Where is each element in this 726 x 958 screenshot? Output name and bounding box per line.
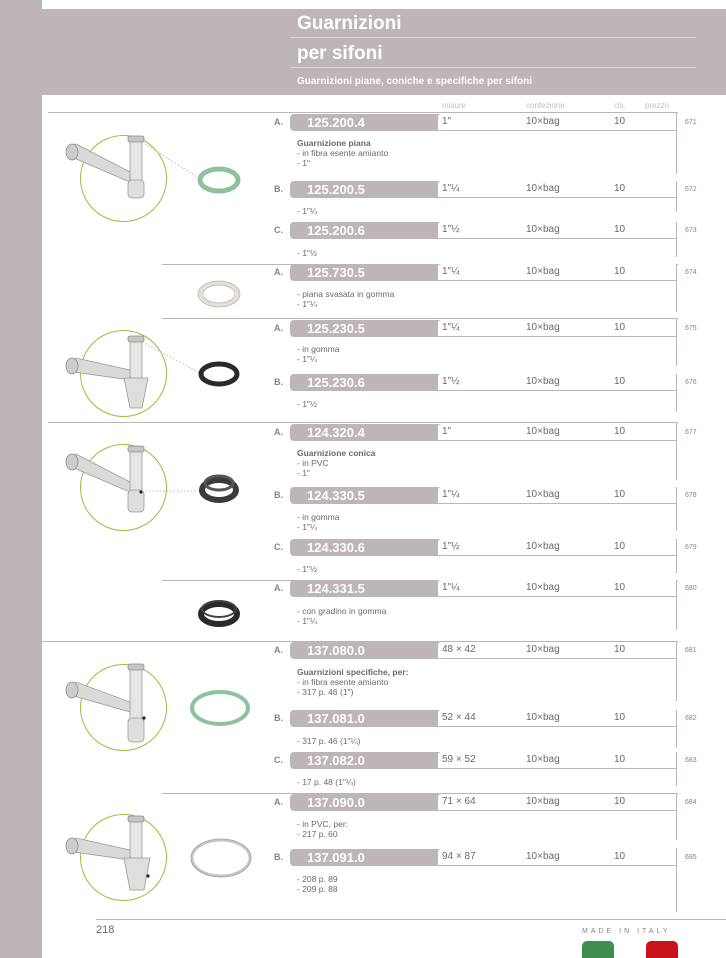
cls-value: 10 bbox=[614, 541, 626, 552]
description-line: - in PVC, per: bbox=[297, 819, 349, 829]
description-block bbox=[297, 667, 408, 697]
siphon-image bbox=[64, 662, 154, 752]
row-ref-number: 681 bbox=[685, 647, 697, 654]
description-line: - 1"¼ bbox=[297, 354, 318, 364]
row-ref-number: 672 bbox=[685, 186, 697, 193]
cls-value: 10 bbox=[614, 183, 626, 194]
header bbox=[42, 9, 726, 95]
col-cls: cls. bbox=[614, 101, 626, 110]
description-block bbox=[297, 512, 340, 532]
confezione-value: 10×bag bbox=[526, 426, 560, 437]
misure-value: 1"½ bbox=[442, 224, 460, 235]
description-line: - in PVC bbox=[297, 458, 329, 468]
product-code: 124.330.6 bbox=[307, 540, 365, 555]
made-in-italy: MADE IN ITALY bbox=[582, 928, 671, 935]
confezione-value: 10×bag bbox=[526, 183, 560, 194]
misure-value: 48 × 42 bbox=[442, 644, 476, 655]
group-divider bbox=[48, 422, 678, 423]
misure-value: 94 × 87 bbox=[442, 851, 476, 862]
product-code: 125.230.5 bbox=[307, 321, 365, 336]
row-letter: A. bbox=[274, 323, 283, 333]
description-line: - in fibra esente amianto bbox=[297, 148, 389, 158]
description-line: - 1" bbox=[297, 158, 310, 168]
description-block bbox=[297, 777, 356, 787]
confezione-value: 10×bag bbox=[526, 322, 560, 333]
misure-value: 1"¼ bbox=[442, 322, 460, 333]
row-border bbox=[676, 222, 677, 257]
description-line: - 17 p. 48 (1"¼) bbox=[297, 777, 356, 787]
gasket-ring-image bbox=[196, 165, 242, 195]
product-code: 125.230.6 bbox=[307, 375, 365, 390]
row-letter: A. bbox=[274, 645, 283, 655]
description-block bbox=[297, 206, 317, 216]
misure-value: 1"¼ bbox=[442, 582, 460, 593]
sidebar-band bbox=[0, 0, 42, 958]
row-letter: A. bbox=[274, 797, 283, 807]
description-line: - 1"½ bbox=[297, 564, 318, 574]
product-code: 137.082.0 bbox=[307, 753, 365, 768]
italian-flag-red bbox=[646, 941, 678, 958]
row-letter: A. bbox=[274, 427, 283, 437]
page-title-2: per sifoni bbox=[297, 43, 383, 64]
col-confezione: confezione bbox=[526, 101, 565, 110]
cls-value: 10 bbox=[614, 116, 626, 127]
row-letter: A. bbox=[274, 117, 283, 127]
row-border bbox=[676, 422, 677, 480]
description-line: - piana svasata in gomma bbox=[297, 289, 395, 299]
row-ref-number: 673 bbox=[685, 227, 697, 234]
cls-value: 10 bbox=[614, 754, 626, 765]
page-subtitle: Guarnizioni piane, coniche e specifiche per sifoni bbox=[297, 76, 533, 87]
product-code: 125.200.5 bbox=[307, 182, 365, 197]
description-block bbox=[297, 289, 394, 309]
cls-value: 10 bbox=[614, 851, 626, 862]
misure-value: 1" bbox=[442, 426, 452, 437]
description-block bbox=[297, 819, 348, 839]
gasket-ring-image bbox=[188, 836, 254, 880]
row-ref-number: 675 bbox=[685, 325, 697, 332]
product-code: 137.091.0 bbox=[307, 850, 365, 865]
confezione-value: 10×bag bbox=[526, 851, 560, 862]
cls-value: 10 bbox=[614, 266, 626, 277]
row-ref-number: 682 bbox=[685, 715, 697, 722]
row-border bbox=[676, 710, 677, 748]
row-border bbox=[676, 487, 677, 531]
misure-value: 59 × 52 bbox=[442, 754, 476, 765]
description-block bbox=[297, 448, 375, 478]
description-line: - 1"¼ bbox=[297, 616, 318, 626]
row-ref-number: 683 bbox=[685, 757, 697, 764]
cls-value: 10 bbox=[614, 426, 626, 437]
siphon-image bbox=[64, 814, 154, 904]
confezione-value: 10×bag bbox=[526, 712, 560, 723]
product-code: 137.090.0 bbox=[307, 795, 365, 810]
row-border bbox=[676, 181, 677, 212]
row-letter: A. bbox=[274, 583, 283, 593]
description-line: - 1"¼ bbox=[297, 522, 318, 532]
description-block bbox=[297, 736, 361, 746]
siphon-image bbox=[64, 444, 154, 524]
gasket-ring-image bbox=[196, 279, 242, 309]
row-ref-number: 674 bbox=[685, 269, 697, 276]
misure-value: 71 × 64 bbox=[442, 796, 476, 807]
row-ref-number: 680 bbox=[685, 585, 697, 592]
confezione-value: 10×bag bbox=[526, 266, 560, 277]
row-border bbox=[676, 374, 677, 412]
description-title: Guarnizioni specifiche, per: bbox=[297, 667, 409, 677]
header-divider bbox=[290, 67, 696, 68]
group-divider bbox=[48, 112, 678, 113]
description-block bbox=[297, 399, 317, 409]
description-line: - 1"¼ bbox=[297, 299, 318, 309]
product-code: 124.330.5 bbox=[307, 488, 365, 503]
cls-value: 10 bbox=[614, 796, 626, 807]
footer-divider bbox=[96, 919, 726, 920]
row-border bbox=[676, 580, 677, 630]
description-title: Guarnizione piana bbox=[297, 138, 371, 148]
italian-flag-green bbox=[582, 941, 614, 958]
row-border bbox=[676, 752, 677, 786]
description-line: - in gomma bbox=[297, 512, 340, 522]
description-line: - con gradino in gomma bbox=[297, 606, 387, 616]
page-title: Guarnizioni bbox=[297, 13, 402, 34]
cls-value: 10 bbox=[614, 489, 626, 500]
cls-value: 10 bbox=[614, 322, 626, 333]
cls-value: 10 bbox=[614, 224, 626, 235]
misure-value: 1"¼ bbox=[442, 183, 460, 194]
row-ref-number: 671 bbox=[685, 119, 697, 126]
confezione-value: 10×bag bbox=[526, 116, 560, 127]
description-line: - in fibra esente amianto bbox=[297, 677, 389, 687]
row-ref-number: 679 bbox=[685, 544, 697, 551]
row-border bbox=[676, 641, 677, 701]
gasket-ring-image bbox=[198, 470, 240, 506]
row-border bbox=[676, 793, 677, 840]
gasket-ring-image bbox=[196, 594, 242, 630]
col-misure: misure bbox=[442, 101, 467, 110]
product-code: 125.200.4 bbox=[307, 115, 365, 130]
misure-value: 1"¼ bbox=[442, 266, 460, 277]
row-ref-number: 684 bbox=[685, 799, 697, 806]
description-line: - 217 p. 60 bbox=[297, 829, 338, 839]
confezione-value: 10×bag bbox=[526, 541, 560, 552]
col-prezzo: prezzo bbox=[645, 101, 670, 110]
page-number: 218 bbox=[96, 924, 115, 936]
description-line: - 1" bbox=[297, 468, 310, 478]
confezione-value: 10×bag bbox=[526, 224, 560, 235]
row-border bbox=[676, 318, 677, 366]
description-block bbox=[297, 606, 386, 626]
description-line: - 317 p. 46 (1"¼) bbox=[297, 736, 361, 746]
header-divider bbox=[290, 37, 696, 38]
product-code: 137.080.0 bbox=[307, 643, 365, 658]
row-letter: B. bbox=[274, 490, 283, 500]
row-letter: B. bbox=[274, 377, 283, 387]
cls-value: 10 bbox=[614, 644, 626, 655]
confezione-value: 10×bag bbox=[526, 582, 560, 593]
row-border bbox=[676, 848, 677, 912]
row-ref-number: 677 bbox=[685, 429, 697, 436]
description-line: - 317 p. 46 (1") bbox=[297, 687, 354, 697]
row-letter: A. bbox=[274, 267, 283, 277]
description-block bbox=[297, 564, 317, 574]
confezione-value: 10×bag bbox=[526, 644, 560, 655]
confezione-value: 10×bag bbox=[526, 754, 560, 765]
row-letter: C. bbox=[274, 225, 283, 235]
description-block bbox=[297, 874, 338, 894]
description-block bbox=[297, 138, 388, 168]
gasket-ring-image bbox=[196, 359, 242, 389]
description-line: - 1"½ bbox=[297, 248, 318, 258]
cls-value: 10 bbox=[614, 712, 626, 723]
description-line: - 208 p. 89 bbox=[297, 874, 338, 884]
row-ref-number: 676 bbox=[685, 379, 697, 386]
misure-value: 52 × 44 bbox=[442, 712, 476, 723]
misure-value: 1" bbox=[442, 116, 452, 127]
row-border bbox=[676, 539, 677, 573]
confezione-value: 10×bag bbox=[526, 796, 560, 807]
cls-value: 10 bbox=[614, 376, 626, 387]
description-line: - 1"½ bbox=[297, 399, 318, 409]
description-line: - in gomma bbox=[297, 344, 340, 354]
row-letter: C. bbox=[274, 755, 283, 765]
confezione-value: 10×bag bbox=[526, 376, 560, 387]
row-border bbox=[676, 112, 677, 174]
row-letter: C. bbox=[274, 542, 283, 552]
misure-value: 1"½ bbox=[442, 541, 460, 552]
row-ref-number: 685 bbox=[685, 854, 697, 861]
row-letter: B. bbox=[274, 713, 283, 723]
description-title: Guarnizione conica bbox=[297, 448, 376, 458]
description-block bbox=[297, 248, 317, 258]
confezione-value: 10×bag bbox=[526, 489, 560, 500]
gasket-ring-image bbox=[188, 688, 252, 728]
cls-value: 10 bbox=[614, 582, 626, 593]
row-border bbox=[676, 264, 677, 312]
product-code: 125.730.5 bbox=[307, 265, 365, 280]
misure-value: 1"½ bbox=[442, 376, 460, 387]
description-block bbox=[297, 344, 340, 364]
row-letter: B. bbox=[274, 852, 283, 862]
description-line: - 1"¼ bbox=[297, 206, 318, 216]
misure-value: 1"¼ bbox=[442, 489, 460, 500]
group-divider bbox=[162, 318, 678, 319]
product-code: 137.081.0 bbox=[307, 711, 365, 726]
row-ref-number: 678 bbox=[685, 492, 697, 499]
product-code: 124.331.5 bbox=[307, 581, 365, 596]
description-line: - 209 p. 88 bbox=[297, 884, 338, 894]
row-letter: B. bbox=[274, 184, 283, 194]
product-code: 125.200.6 bbox=[307, 223, 365, 238]
product-code: 124.320.4 bbox=[307, 425, 365, 440]
